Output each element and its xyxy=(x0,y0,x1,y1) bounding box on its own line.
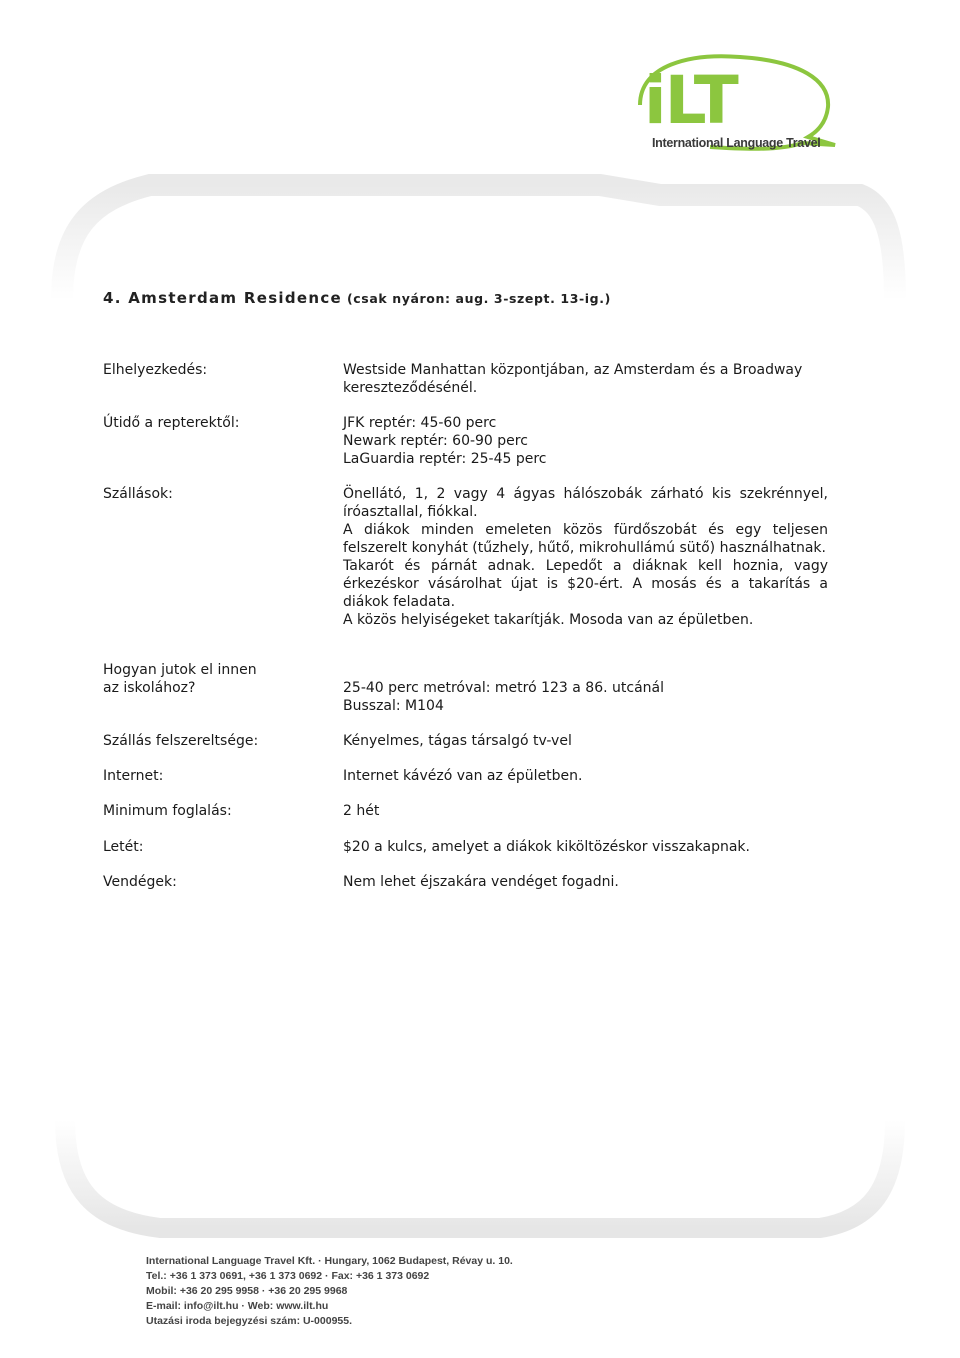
footer-phone: Tel.: +36 1 373 0691, +36 1 373 0692 · Fax: +36 1 373 0692 xyxy=(146,1270,430,1282)
logo-tagline: International Language Travel xyxy=(652,136,821,150)
label-guests: Vendégek: xyxy=(103,874,177,890)
footer-email-web: E-mail: info@ilt.hu · Web: www.ilt.hu xyxy=(146,1300,329,1312)
airport-line-laguardia: LaGuardia reptér: 25-45 perc xyxy=(343,451,547,467)
rooms-paragraph-4: A közös helyiségeket takarítják. Mosoda van az épületben. xyxy=(343,612,754,628)
speech-bubble-bottom-decoration xyxy=(0,1120,960,1240)
footer-mobile: Mobil: +36 20 295 9958 · +36 20 295 9968 xyxy=(146,1285,348,1297)
value-airport-time xyxy=(343,414,828,468)
label-minimum-booking: Minimum foglalás: xyxy=(103,803,232,819)
value-deposit: $20 a kulcs, amelyet a diákok kiköltözéskor visszakapnak. xyxy=(343,839,750,855)
logo-text: iLT xyxy=(644,62,737,139)
title-main: 4. Amsterdam Residence xyxy=(103,289,343,307)
label-airport-time: Útidő a repterektől: xyxy=(103,415,240,431)
value-internet: Internet kávézó van az épületben. xyxy=(343,768,583,784)
value-location xyxy=(343,361,828,397)
footer-company: International Language Travel Kft. · Hungary, 1062 Budapest, Révay u. 10. xyxy=(146,1255,513,1267)
airport-line-newark: Newark reptér: 60-90 perc xyxy=(343,433,528,449)
value-transport xyxy=(343,679,828,715)
label-deposit: Letét: xyxy=(103,839,144,855)
airport-line-jfk: JFK reptér: 45-60 perc xyxy=(343,415,497,431)
label-facilities: Szállás felszereltsége: xyxy=(103,733,259,749)
value-rooms xyxy=(343,485,828,629)
location-line: Westside Manhattan központjában, az Amsterdam és a Broadway kereszteződésénél. xyxy=(343,362,803,396)
title-subtitle: (csak nyáron: aug. 3-szept. 13-ig.) xyxy=(342,291,611,306)
label-internet: Internet: xyxy=(103,768,164,784)
value-guests: Nem lehet éjszakára vendéget fogadni. xyxy=(343,874,619,890)
value-facilities: Kényelmes, tágas társalgó tv-vel xyxy=(343,733,572,749)
value-minimum-booking: 2 hét xyxy=(343,803,380,819)
transport-line-metro: 25-40 perc metróval: metró 123 a 86. utcánál xyxy=(343,680,665,696)
rooms-paragraph-3: Takarót és párnát adnak. Lepedőt a diáknak kell hoznia, vagy érkezéskor vásárolhat újat is $20-ért. A mosás és a takarítás a diákok feladata. xyxy=(343,558,828,610)
label-rooms: Szállások: xyxy=(103,486,173,502)
label-transport: Hogyan jutok el innen az iskolához? xyxy=(103,662,257,696)
page-title xyxy=(103,289,903,307)
footer-registration: Utazási iroda bejegyzési szám: U-000955. xyxy=(146,1315,353,1327)
rooms-paragraph-1: Önellátó, 1, 2 vagy 4 ágyas hálószobák zárható kis szekrénnyel, íróasztallal, fiókkal. xyxy=(343,486,828,520)
footer-contact xyxy=(146,1254,846,1329)
transport-line-bus: Busszal: M104 xyxy=(343,698,444,714)
rooms-paragraph-2: A diákok minden emeleten közös fürdőszobát és egy teljesen felszerelt konyhát (tűzhely, hűtő, mikrohullámú sütő) használhatnak. xyxy=(343,522,828,556)
label-location: Elhelyezkedés: xyxy=(103,362,208,378)
